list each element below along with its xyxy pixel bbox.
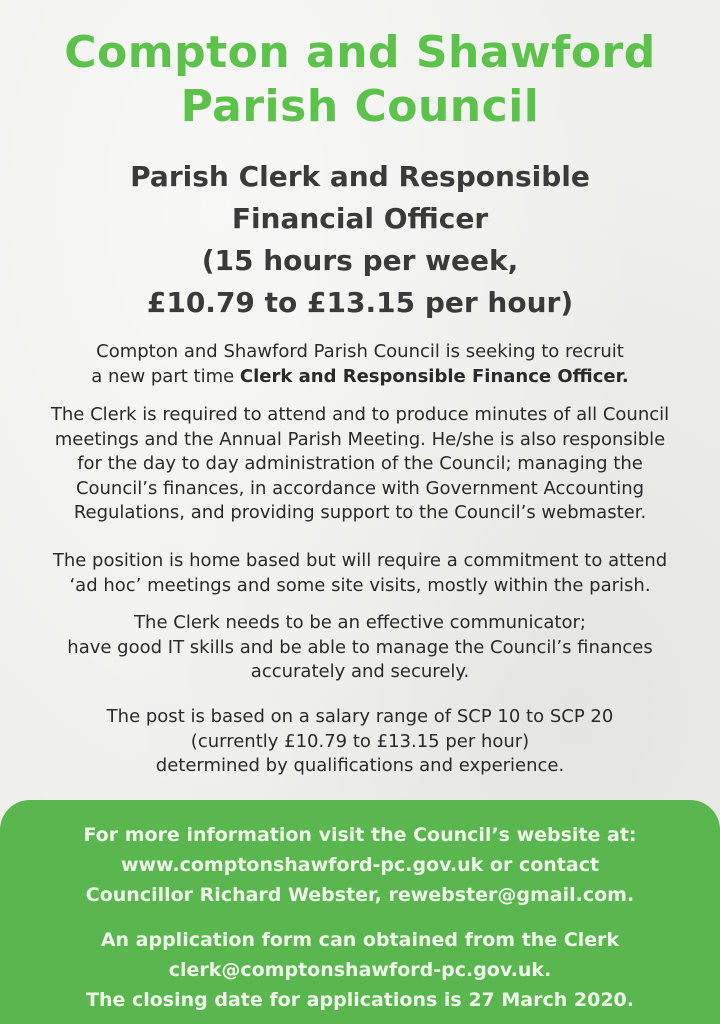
duties-paragraph (14, 403, 706, 526)
location-line: The position is home based but will require a commitment to attend (52, 550, 668, 571)
salary-paragraph (14, 705, 706, 779)
contact-info (0, 820, 720, 910)
application-info (0, 925, 720, 1015)
intro-paragraph (14, 340, 706, 389)
duties-line: meetings and the Annual Parish Meeting. He/she is also responsible (54, 428, 666, 450)
intro-line-2 (14, 365, 706, 390)
organisation-title (0, 26, 720, 134)
intro-line-1: Compton and Shawford Parish Council is seeking to recruit (96, 341, 624, 362)
clerk-email-link[interactable]: clerk@comptonshawford-pc.gov.uk. (168, 959, 552, 981)
intro-line-2-role: Clerk and Responsible Finance Officer. (239, 365, 629, 387)
salary-line: determined by qualifications and experience. (155, 755, 565, 776)
duties-line: The Clerk is required to attend and to produce minutes of all Council (50, 404, 670, 425)
salary-line: The post is based on a salary range of SCP 10 to SCP 20 (106, 706, 614, 727)
organisation-title-line-2: Parish Council (180, 81, 540, 132)
location-line: ‘ad hoc’ meetings and some site visits, mostly within the parish. (69, 574, 651, 596)
job-pay: £10.79 to £13.15 per hour) (146, 286, 574, 319)
closing-date: The closing date for applications is 27 March 2020. (85, 989, 634, 1011)
job-hours: (15 hours per week, (201, 244, 519, 277)
skills-line: accurately and securely. (250, 661, 470, 682)
organisation-title-line-1: Compton and Shawford (64, 27, 656, 78)
application-info-line: An application form can obtained from the Clerk (100, 929, 620, 951)
job-title (0, 156, 720, 324)
skills-line: have good IT skills and be able to manage the Council’s finances (67, 636, 653, 658)
intro-line-2-plain: a new part time (91, 365, 240, 387)
website-link[interactable]: www.comptonshawford-pc.gov.uk or contact (120, 854, 600, 876)
skills-line: The Clerk needs to be an effective communicator; (134, 612, 586, 633)
councillor-contact[interactable]: Councillor Richard Webster, rewebster@gmail.com. (85, 884, 635, 906)
job-title-line-2: Financial Officer (231, 202, 489, 235)
duties-line: Council’s finances, in accordance with Government Accounting (75, 477, 645, 499)
location-paragraph (14, 549, 706, 598)
duties-line: for the day to day administration of the Council; managing the (77, 453, 643, 474)
salary-line: (currently £10.79 to £13.15 per hour) (190, 730, 530, 752)
contact-info-line: For more information visit the Council’s website at: (83, 824, 637, 846)
duties-line: Regulations, and providing support to the Council’s webmaster. (73, 502, 647, 523)
job-title-line-1: Parish Clerk and Responsible (130, 160, 590, 193)
skills-paragraph (14, 611, 706, 685)
